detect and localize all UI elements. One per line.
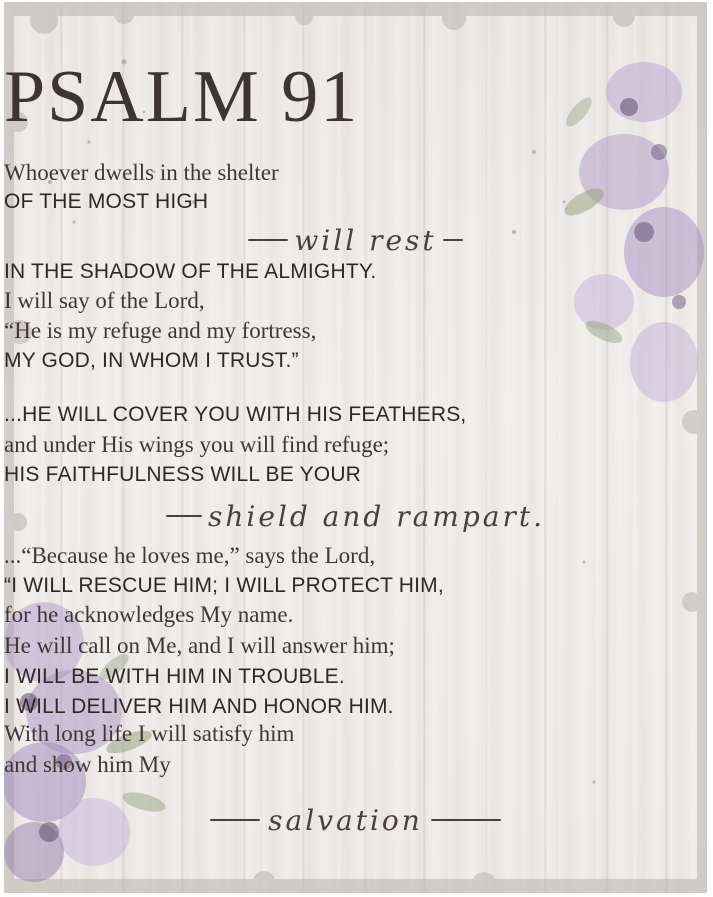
stanza3-script-line <box>4 798 707 842</box>
stanza2-line1: ...HE WILL COVER YOU WITH HIS FEATHERS, <box>4 403 467 426</box>
stanza1-script-text: will rest <box>294 223 437 257</box>
stanza1-line2: OF THE MOST HIGH <box>4 190 209 213</box>
swash-right <box>431 819 501 821</box>
wood-sign-background <box>4 2 707 893</box>
stanza3-line3: for he acknowledges My name. <box>4 602 294 627</box>
stanza1-line1: Whoever dwells in the shelter <box>4 160 279 185</box>
stanza3-line1: ...“Because he loves me,” says the Lord, <box>4 543 376 568</box>
swash-right <box>443 239 463 241</box>
stanza3-line6: I WILL DELIVER HIM AND HONOR HIM. <box>4 695 394 718</box>
stanza3-line2: “I WILL RESCUE HIM; I WILL PROTECT HIM, <box>4 574 444 597</box>
stanza3-line5: I WILL BE WITH HIM IN TROUBLE. <box>4 665 345 688</box>
stanza3-line7: With long life I will satisfy him <box>4 721 295 746</box>
stanza3-line4: He will call on Me, and I will answer him; <box>4 633 395 658</box>
stanza1-line5: I will say of the Lord, <box>4 288 205 313</box>
stanza2-script-text: shield and rampart. <box>207 499 546 533</box>
stanza1-script-line <box>4 220 707 260</box>
swash-left <box>248 239 288 241</box>
page-title: PSALM 91 <box>4 56 360 138</box>
stanza2-line3: HIS FAITHFULNESS WILL BE YOUR <box>4 463 362 486</box>
swash-left <box>210 819 260 821</box>
stanza3-line8: and show him My <box>4 752 171 777</box>
stanza1-line7: MY GOD, IN WHOM I TRUST.” <box>4 349 299 372</box>
swash-left <box>166 515 202 517</box>
stanza3-script-text: salvation <box>268 803 423 837</box>
stanza1-line6: “He is my refuge and my fortress, <box>4 318 317 343</box>
stanza1-line4: IN THE SHADOW OF THE ALMIGHTY. <box>4 260 377 283</box>
stanza2-script-line <box>4 494 707 538</box>
stanza2-line2: and under His wings you will find refuge; <box>4 432 390 457</box>
